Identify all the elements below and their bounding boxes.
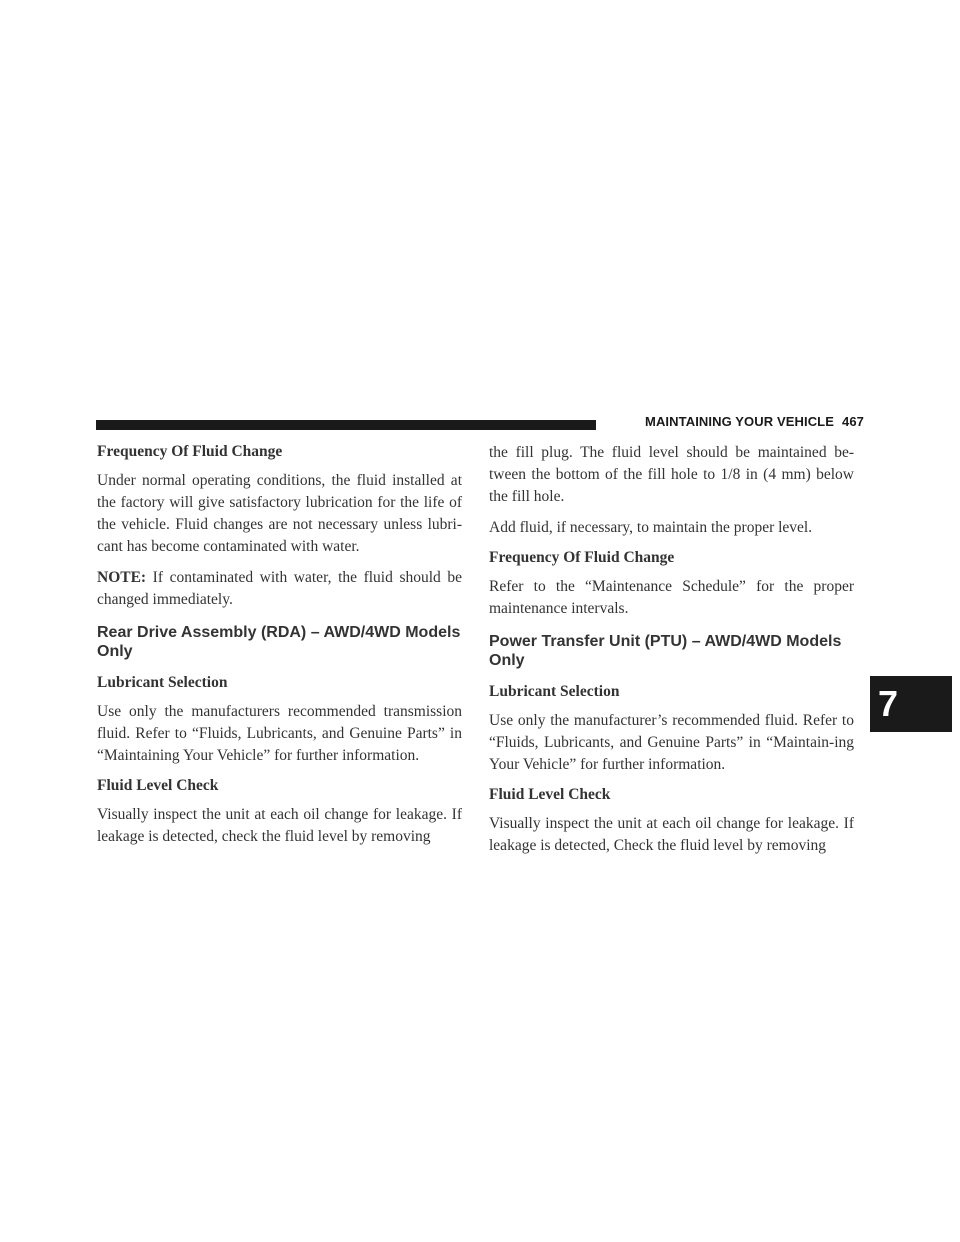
left-column	[97, 442, 462, 857]
note-paragraph	[97, 567, 462, 611]
section-heading-ptu: Power Transfer Unit (PTU) – AWD/4WD Models Only	[489, 633, 842, 669]
paragraph: the fill plug. The fluid level should be maintained be-tween the bottom of the fill hole to 1/8 in (4 mm) below the fill hole.	[489, 444, 854, 505]
running-header	[604, 414, 864, 429]
paragraph: Refer to the “Maintenance Schedule” for the proper maintenance intervals.	[489, 578, 854, 617]
subheading-level-check: Fluid Level Check	[489, 786, 611, 803]
paragraph: Visually inspect the unit at each oil change for leakage. If leakage is detected, check the fluid level by removing	[97, 806, 462, 845]
paragraph: Add fluid, if necessary, to maintain the proper level.	[489, 519, 813, 536]
chapter-tab: 7	[870, 676, 952, 732]
subheading-lubricant: Lubricant Selection	[97, 674, 228, 691]
paragraph: Use only the manufacturer’s recommended fluid. Refer to “Fluids, Lubricants, and Genuine Parts” in “Maintain-ing Your Vehicle” for further information.	[489, 712, 854, 773]
subheading-frequency: Frequency Of Fluid Change	[97, 443, 283, 460]
note-label: NOTE:	[97, 569, 147, 586]
page-number: 467	[842, 414, 864, 429]
right-column	[489, 442, 854, 866]
paragraph: Under normal operating conditions, the fluid installed at the factory will give satisfactory lubrication for the life of the vehicle. Fluid changes are not necessary unless lubri-cant has become contaminated with water.	[97, 472, 462, 555]
header-rule	[96, 420, 596, 430]
subheading-frequency: Frequency Of Fluid Change	[489, 549, 675, 566]
section-heading-rda: Rear Drive Assembly (RDA) – AWD/4WD Models Only	[97, 624, 461, 660]
note-text: If contaminated with water, the fluid should be changed immediately.	[97, 569, 462, 608]
paragraph: Use only the manufacturers recommended transmission fluid. Refer to “Fluids, Lubricants, and Genuine Parts” in “Maintaining Your Vehicle” for further information.	[97, 703, 462, 764]
paragraph: Visually inspect the unit at each oil change for leakage. If leakage is detected, Check the fluid level by removing	[489, 815, 854, 854]
subheading-level-check: Fluid Level Check	[97, 777, 219, 794]
section-title: MAINTAINING YOUR VEHICLE	[645, 414, 834, 429]
subheading-lubricant: Lubricant Selection	[489, 683, 620, 700]
